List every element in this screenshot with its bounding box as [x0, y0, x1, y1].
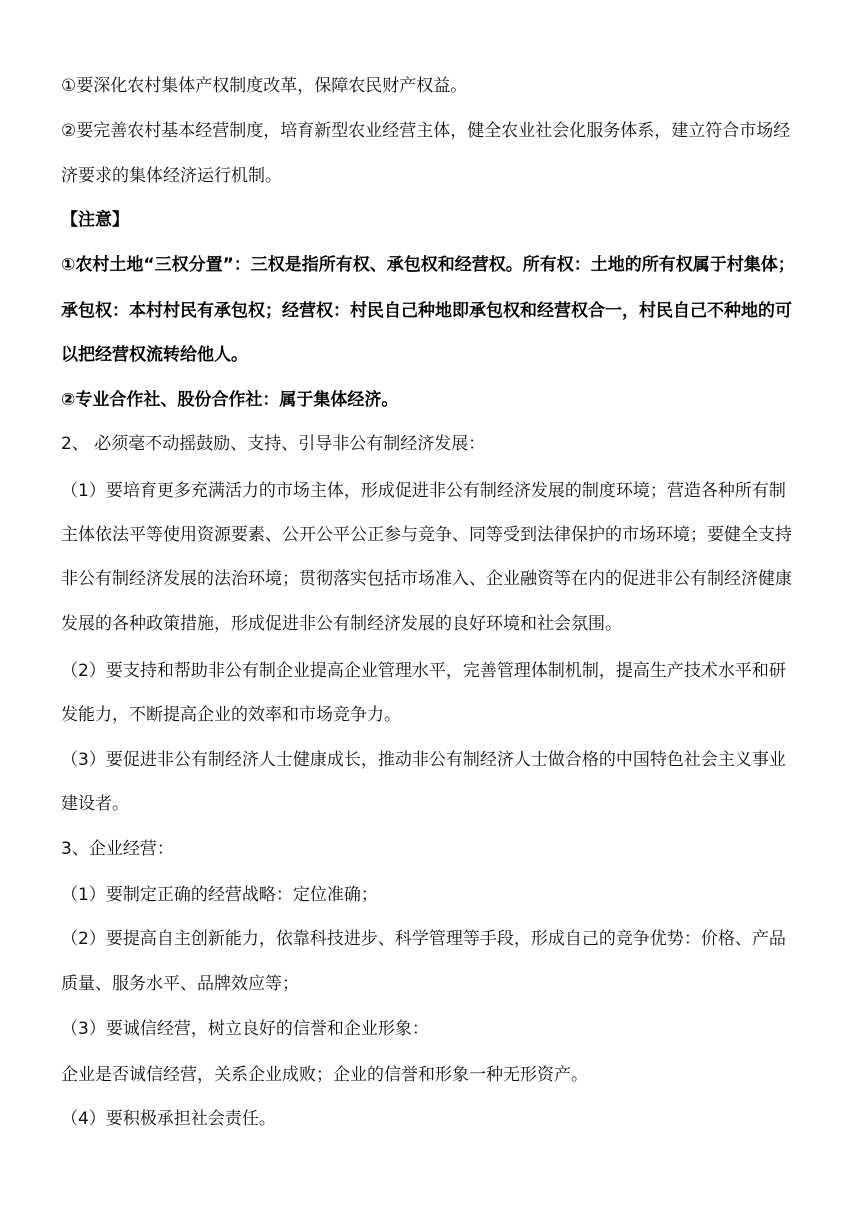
- paragraph-line: 企业是否诚信经营，关系企业成败；企业的信誉和形象一种无形资产。: [61, 1065, 588, 1085]
- paragraph-line: （4）要积极承担社会责任。: [61, 1109, 276, 1129]
- paragraph-line: （2）要提高自主创新能力，依靠科技进步、科学管理等手段，形成自己的竞争优势：价格、产品: [61, 929, 786, 949]
- paragraph-line: ①要深化农村集体产权制度改革，保障农民财产权益。: [61, 76, 468, 96]
- section-heading: 2、 必须毫不动摇鼓励、支持、引导非公有制经济发展：: [61, 434, 486, 454]
- paragraph-line: ②要完善农村基本经营制度，培育新型农业经营主体，健全农业社会化服务体系，建立符合市场经: [61, 121, 791, 141]
- note-line: 承包权：本村村民有承包权；经营权：村民自己种地即承包权和经营权合一，村民自己不种地的可: [61, 301, 792, 321]
- paragraph-line: （2）要支持和帮助非公有制企业提高企业管理水平，完善管理体制机制，提高生产技术水平和研: [61, 661, 786, 681]
- paragraph-line: （1）要培育更多充满活力的市场主体，形成促进非公有制经济发展的制度环境；营造各种所有制: [61, 481, 786, 501]
- paragraph-line: （3）要诚信经营，树立良好的信誉和企业形象：: [61, 1019, 429, 1039]
- note-line: ②专业合作社、股份合作社：属于集体经济。: [61, 390, 399, 410]
- paragraph-line: 质量、服务水平、品牌效应等；: [61, 974, 299, 994]
- paragraph-line: （1）要制定正确的经营战略：定位准确；: [61, 885, 378, 905]
- paragraph-line: 济要求的集体经济运行机制。: [61, 166, 282, 186]
- section-heading: 3、企业经营：: [61, 839, 174, 859]
- paragraph-line: 非公有制经济发展的法治环境；贯彻落实包括市场准入、企业融资等在内的促进非公有制经济健康: [61, 569, 792, 589]
- note-line: 以把经营权流转给他人。: [61, 345, 248, 365]
- paragraph-line: （3）要促进非公有制经济人士健康成长，推动非公有制经济人士做合格的中国特色社会主义事业: [61, 750, 786, 770]
- note-line: ①农村土地“三权分置”：三权是指所有权、承包权和经营权。所有权：土地的所有权属于村集体；: [61, 255, 795, 275]
- note-heading: 【注意】: [61, 210, 129, 230]
- paragraph-line: 主体依法平等使用资源要素、公开公平公正参与竞争、同等受到法律保护的市场环境；要健全支持: [61, 525, 792, 545]
- paragraph-line: 发展的各种政策措施，形成促进非公有制经济发展的良好环境和社会氛围。: [61, 614, 622, 634]
- paragraph-line: 发能力，不断提高企业的效率和市场竞争力。: [61, 705, 401, 725]
- paragraph-line: 建设者。: [61, 794, 129, 814]
